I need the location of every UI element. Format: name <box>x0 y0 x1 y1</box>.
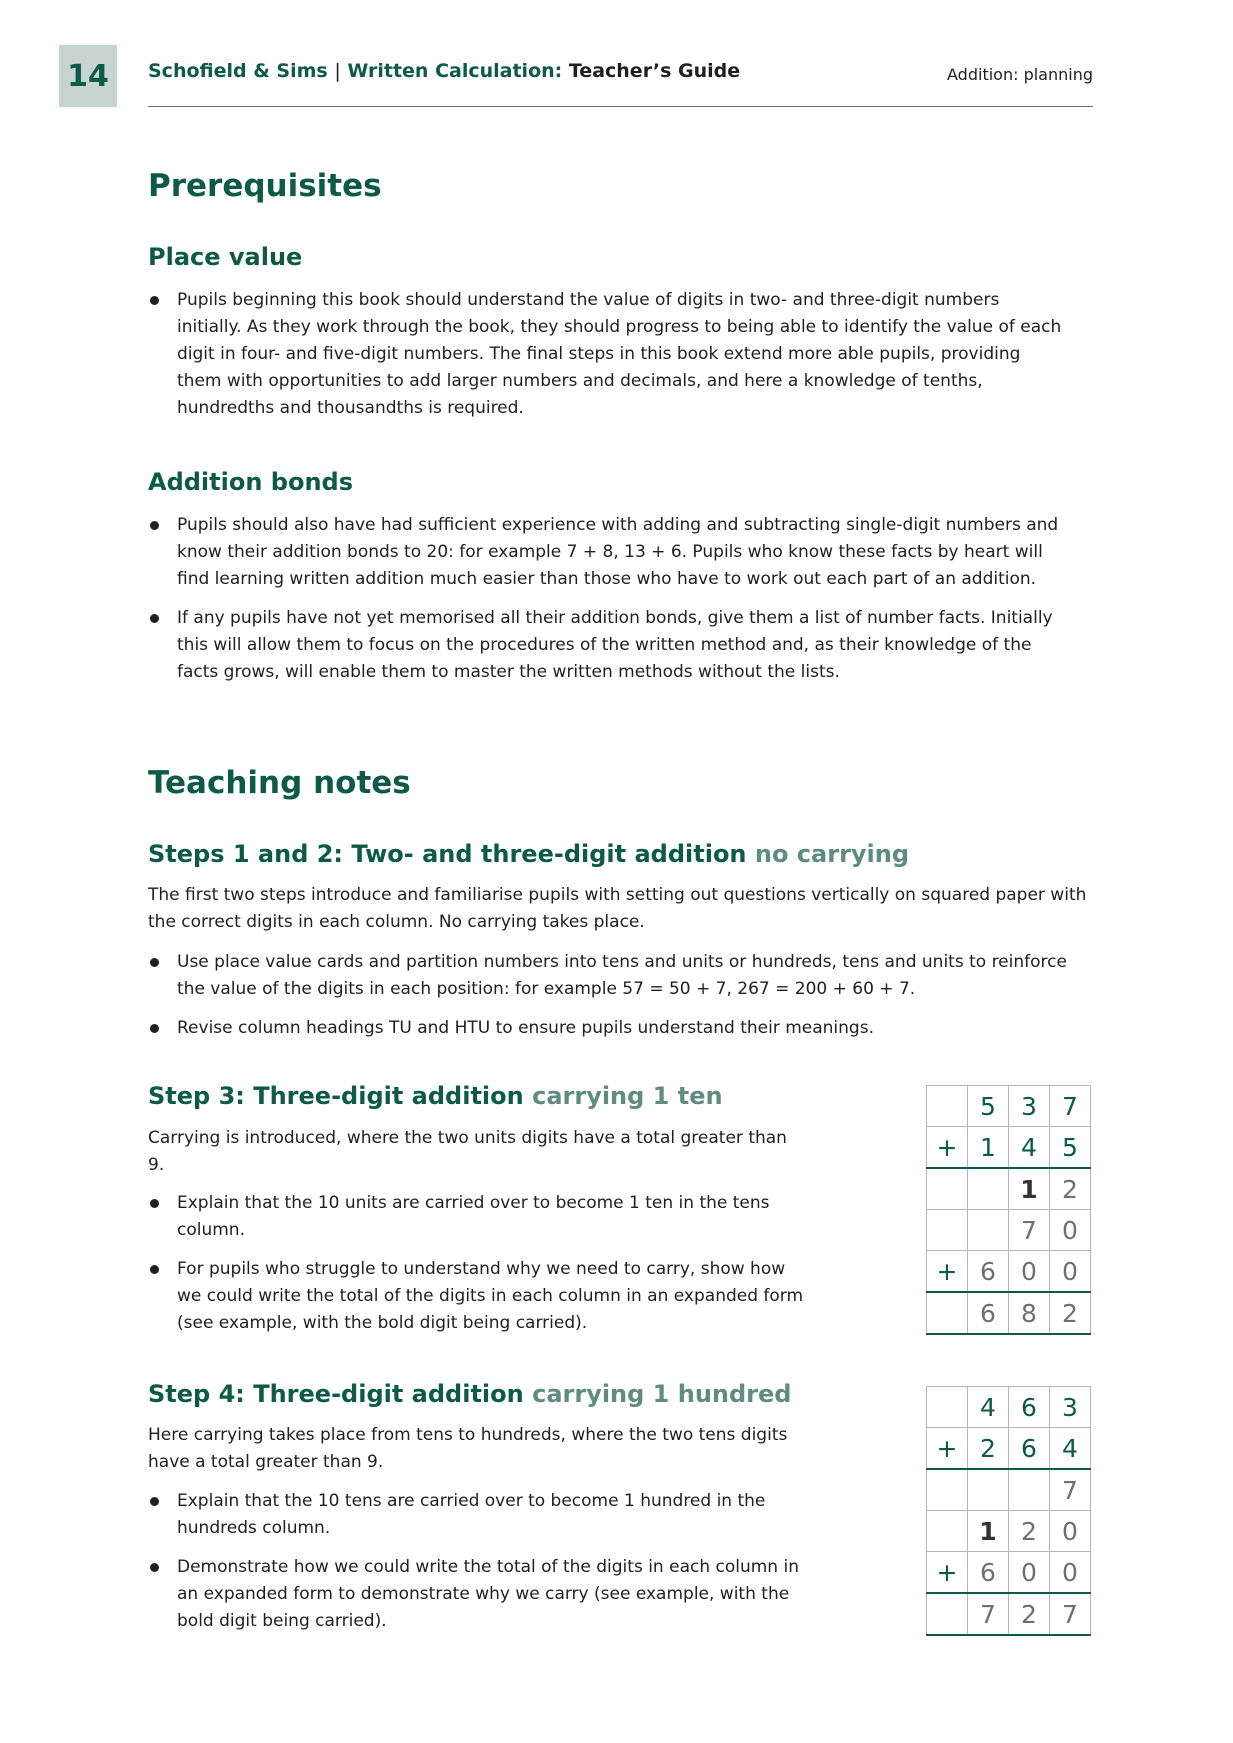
step-4-intro: Here carrying takes place from tens to hundreds, where the two tens digits have a total greater than 9. <box>148 1425 788 1472</box>
grid-cell <box>927 1210 968 1251</box>
place-value-heading: Place value <box>148 243 303 271</box>
grid-cell <box>927 1511 968 1552</box>
grid-row <box>927 1292 1091 1334</box>
grid-row <box>927 1251 1091 1293</box>
grid-cell: 4 <box>1050 1428 1091 1470</box>
grid-cell: + <box>927 1251 968 1293</box>
grid-cell: 8 <box>1009 1292 1050 1334</box>
grid-cell: 0 <box>1050 1251 1091 1293</box>
step-3-list <box>148 1190 808 1349</box>
step-4-sum-grid <box>926 1386 1091 1636</box>
grid-cell: + <box>927 1428 968 1470</box>
grid-cell <box>968 1469 1009 1511</box>
grid-cell: 6 <box>968 1552 1009 1594</box>
grid-row <box>927 1127 1091 1169</box>
grid-cell: 0 <box>1050 1210 1091 1251</box>
grid-row <box>927 1428 1091 1470</box>
grid-cell <box>1009 1469 1050 1511</box>
step-4-heading <box>148 1380 791 1408</box>
grid-cell-carried: 1 <box>1009 1168 1050 1210</box>
grid-cell: 6 <box>1009 1428 1050 1470</box>
grid-cell <box>927 1292 968 1334</box>
grid-cell: 1 <box>968 1127 1009 1169</box>
grid-cell: 0 <box>1050 1552 1091 1594</box>
grid-cell: + <box>927 1127 968 1169</box>
grid-cell <box>927 1593 968 1635</box>
addition-bonds-heading: Addition bonds <box>148 468 354 496</box>
grid-cell: 0 <box>1009 1552 1050 1594</box>
grid-cell <box>927 1168 968 1210</box>
step-4-list <box>148 1488 808 1647</box>
grid-row <box>927 1552 1091 1594</box>
place-value-list <box>148 287 1068 434</box>
grid-cell <box>968 1168 1009 1210</box>
grid-cell: 0 <box>1009 1251 1050 1293</box>
grid-row <box>927 1593 1091 1635</box>
steps-1-2-bullet: Use place value cards and partition numbers into tens and units or hundreds, tens and units to reinforce the value of the digits in each position: for example 57 = 50 + 7, 267 = 200 + 60 + 7. <box>148 949 1068 1003</box>
header-separator: | <box>334 60 341 82</box>
grid-cell: 2 <box>1050 1292 1091 1334</box>
grid-cell: 7 <box>968 1593 1009 1635</box>
grid-cell: 2 <box>1050 1168 1091 1210</box>
step-4-heading-sub: carrying 1 hundred <box>532 1380 792 1408</box>
steps-1-2-list <box>148 949 1068 1054</box>
grid-cell: 7 <box>1009 1210 1050 1251</box>
step-3-bullet: For pupils who struggle to understand why we need to carry, show how we could write the total of the digits in each column in an expanded form (see example, with the bold digit being carried). <box>148 1256 808 1337</box>
step-3-heading-main: Step 3: Three-digit addition <box>148 1082 524 1110</box>
grid-row <box>927 1168 1091 1210</box>
grid-cell: 7 <box>1050 1086 1091 1127</box>
step-3-bullet: Explain that the 10 units are carried over to become 1 ten in the tens column. <box>148 1190 808 1244</box>
addition-bonds-bullet: Pupils should also have had sufficient experience with adding and subtracting single-digit numbers and know their addition bonds to 20: for example 7 + 8, 13 + 6. Pupils who know these facts by heart will find learning written addition much easier than those who have to work out each part of an addition. <box>148 512 1068 593</box>
header-title <box>148 60 740 82</box>
grid-cell: 6 <box>1009 1387 1050 1428</box>
steps-1-2-intro: The first two steps introduce and familiarise pupils with setting out questions vertically on squared paper with the correct digits in each column. No carrying takes place. <box>148 885 1087 932</box>
steps-1-2-heading-sub: no carrying <box>754 840 910 868</box>
step-4-bullet: Explain that the 10 tens are carried over to become 1 hundred in the hundreds column. <box>148 1488 808 1542</box>
grid-row <box>927 1387 1091 1428</box>
grid-cell <box>927 1086 968 1127</box>
addition-bonds-list <box>148 512 1068 698</box>
step-3-sum-grid <box>926 1085 1091 1335</box>
grid-cell: 4 <box>968 1387 1009 1428</box>
grid-cell <box>968 1210 1009 1251</box>
prerequisites-title: Prerequisites <box>148 168 382 204</box>
grid-cell-carried: 1 <box>968 1511 1009 1552</box>
steps-1-2-bullet: Revise column headings TU and HTU to ensure pupils understand their meanings. <box>148 1015 1068 1042</box>
grid-cell: 5 <box>968 1086 1009 1127</box>
place-value-bullet: Pupils beginning this book should understand the value of digits in two- and three-digit numbers initially. As they work through the book, they should progress to being able to identify the value of each digit in four- and five-digit numbers. The final steps in this book extend more able pupils, providing them with opportunities to add larger numbers and decimals, and here a knowledge of tenths, hundredths and thousandths is required. <box>148 287 1068 422</box>
steps-1-2-heading-main: Steps 1 and 2: Two- and three-digit addition <box>148 840 747 868</box>
grid-cell: 2 <box>968 1428 1009 1470</box>
grid-row <box>927 1511 1091 1552</box>
grid-cell <box>927 1469 968 1511</box>
grid-cell: 2 <box>1009 1511 1050 1552</box>
page-number: 14 <box>59 45 117 107</box>
grid-cell: 5 <box>1050 1127 1091 1169</box>
grid-cell: 2 <box>1009 1593 1050 1635</box>
grid-row <box>927 1086 1091 1127</box>
grid-cell: 0 <box>1050 1511 1091 1552</box>
step-3-intro: Carrying is introduced, where the two units digits have a total greater than 9. <box>148 1128 787 1175</box>
publisher-name: Schofield & Sims <box>148 60 328 82</box>
addition-bonds-bullet: If any pupils have not yet memorised all their addition bonds, give them a list of number facts. Initially this will allow them to focus on the procedures of the written method and, as their knowledge of the facts grows, will enable them to master the written methods without the lists. <box>148 605 1068 686</box>
grid-cell: 6 <box>968 1251 1009 1293</box>
grid-row <box>927 1469 1091 1511</box>
teaching-notes-title: Teaching notes <box>148 765 411 801</box>
grid-cell: 4 <box>1009 1127 1050 1169</box>
grid-cell: 7 <box>1050 1593 1091 1635</box>
grid-row <box>927 1210 1091 1251</box>
grid-cell: 3 <box>1050 1387 1091 1428</box>
grid-cell <box>927 1387 968 1428</box>
grid-cell: 3 <box>1009 1086 1050 1127</box>
step-3-heading-sub: carrying 1 ten <box>532 1082 723 1110</box>
steps-1-2-heading <box>148 840 909 868</box>
grid-cell: 7 <box>1050 1469 1091 1511</box>
series-name: Written Calculation: <box>347 60 563 82</box>
running-header <box>148 58 1093 107</box>
grid-cell: + <box>927 1552 968 1594</box>
step-4-heading-main: Step 4: Three-digit addition <box>148 1380 524 1408</box>
guide-name: Teacher’s Guide <box>568 60 741 82</box>
grid-cell: 6 <box>968 1292 1009 1334</box>
step-3-heading <box>148 1082 723 1110</box>
step-4-bullet: Demonstrate how we could write the total of the digits in each column in an expanded form to demonstrate why we carry (see example, with the bold digit being carried). <box>148 1554 808 1635</box>
header-section-label: Addition: planning <box>947 65 1093 84</box>
